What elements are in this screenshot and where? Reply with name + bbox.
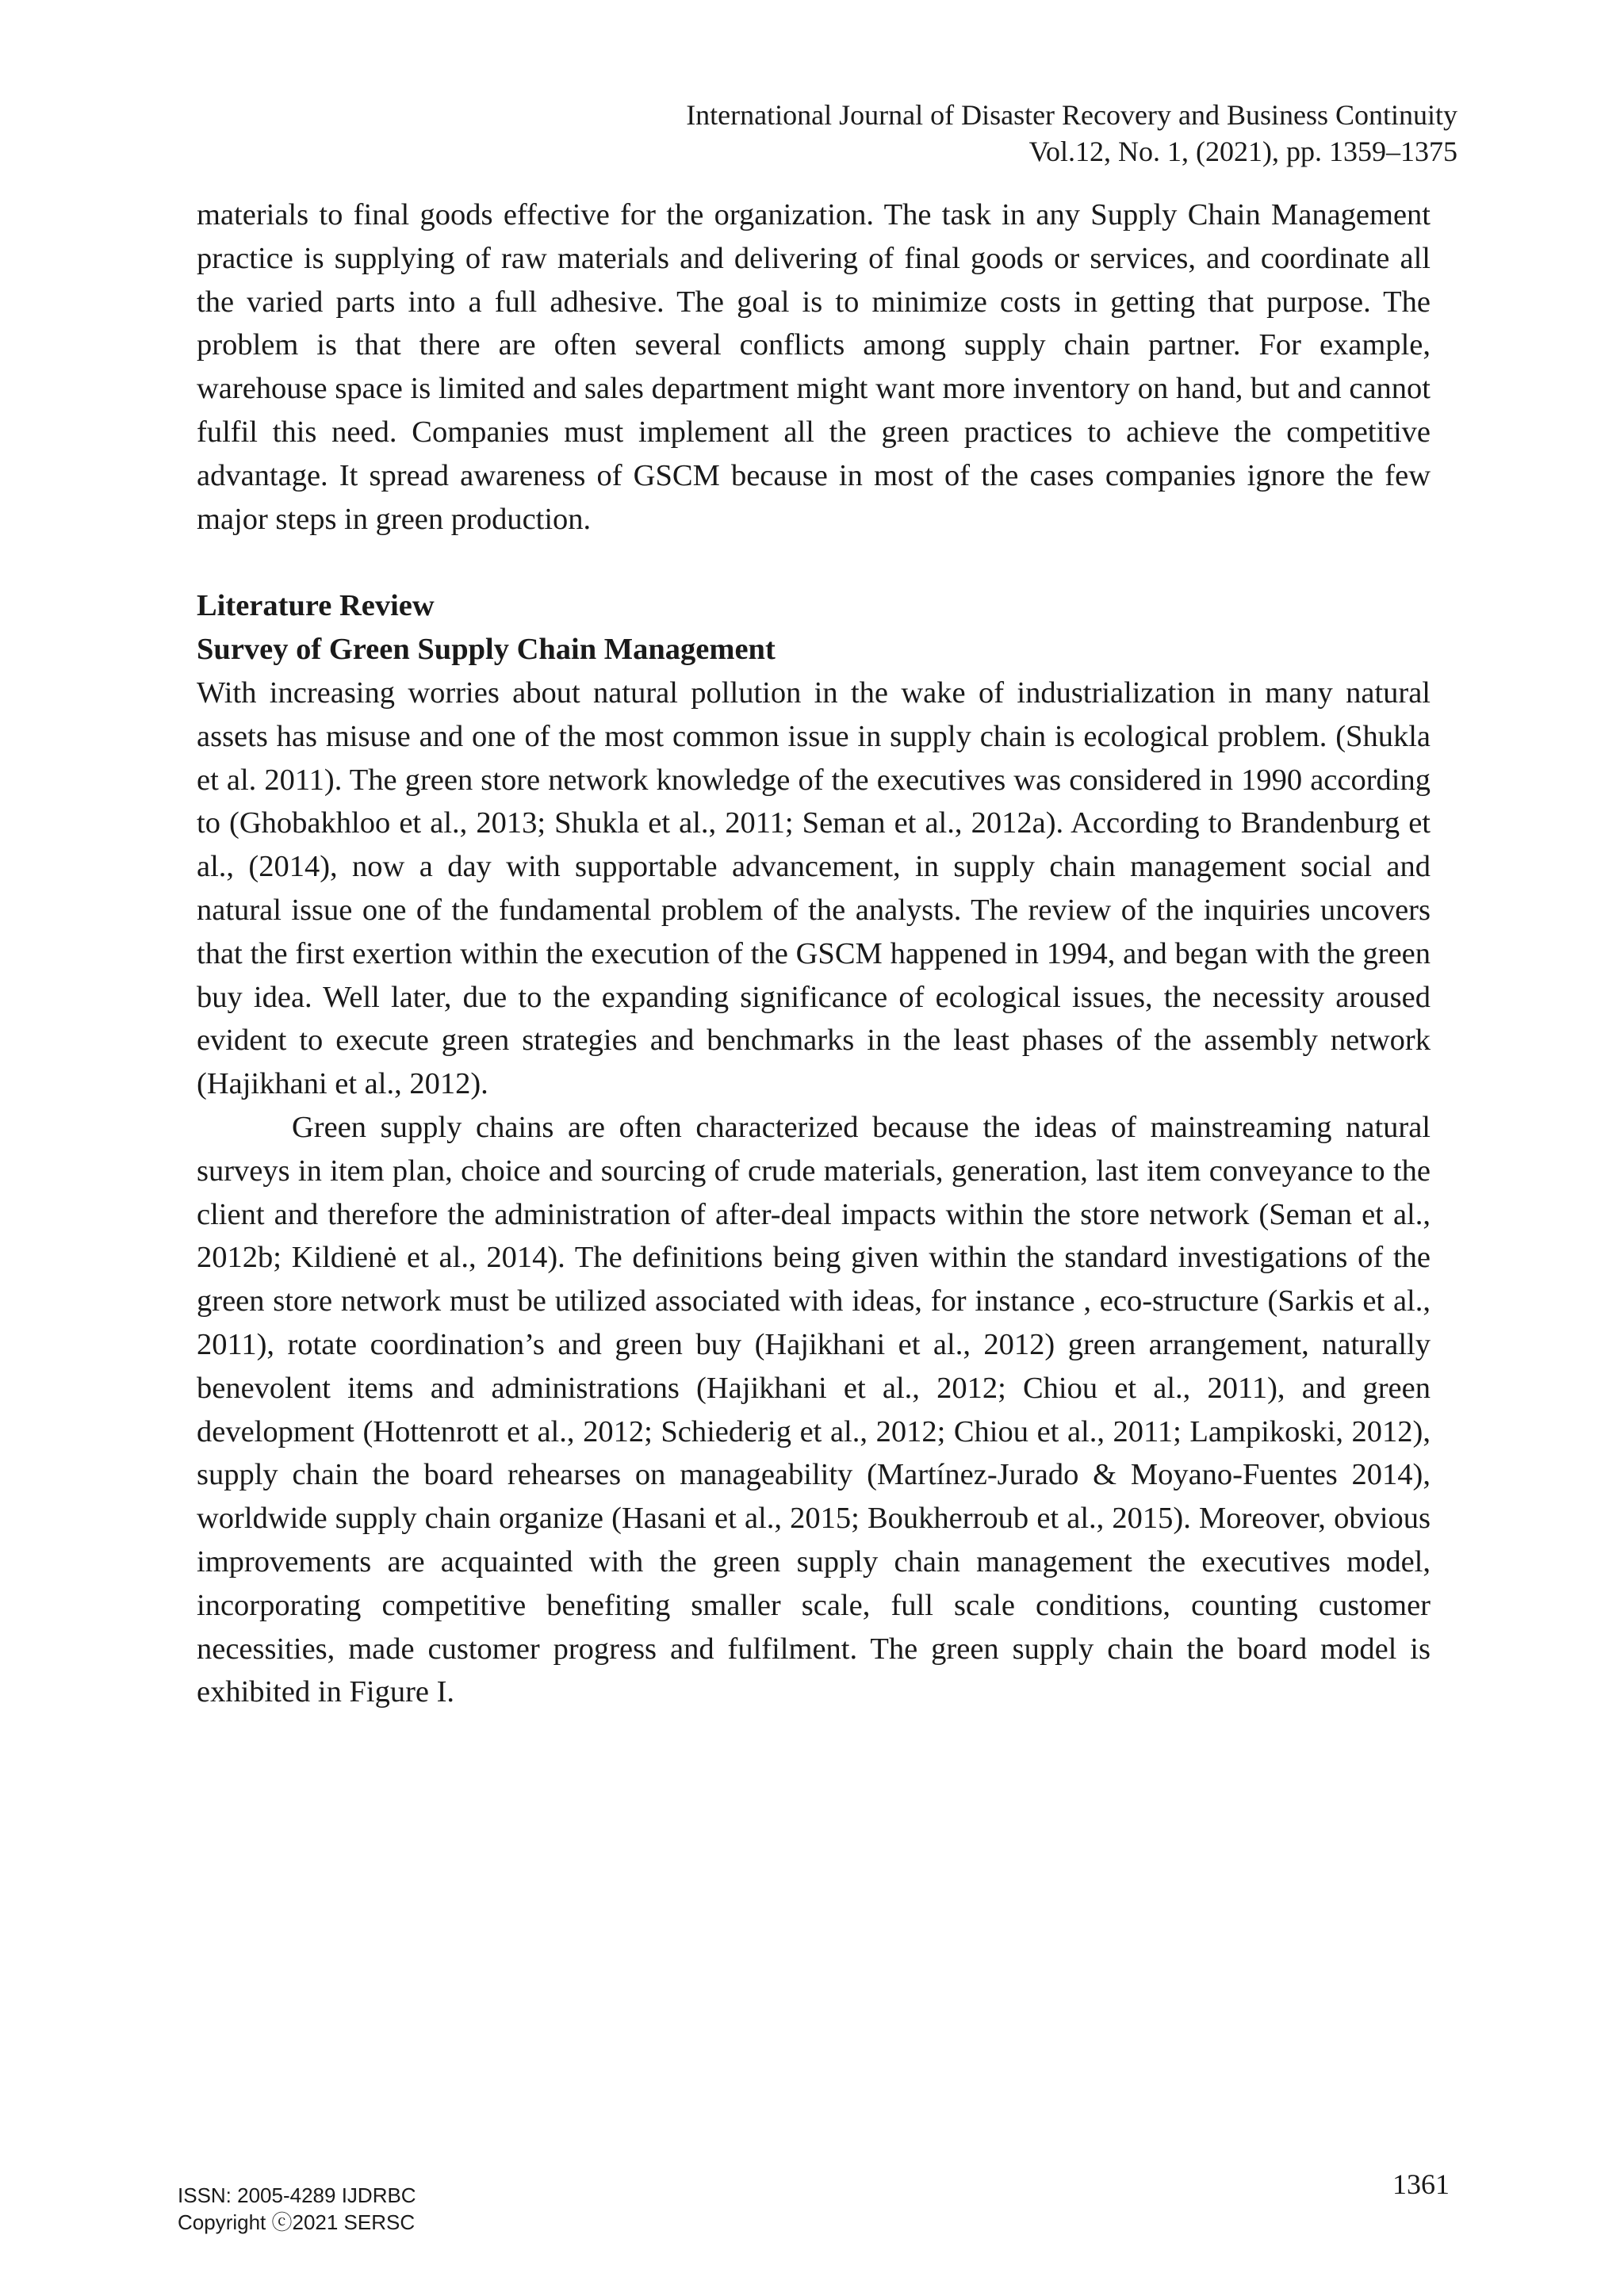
issn-text: ISSN: 2005-4289 IJDRBC [178,2183,416,2207]
survey-section-body [197,672,1431,1714]
section-heading-literature-review: Literature Review [197,589,435,622]
running-header [686,97,1457,170]
volume-info: Vol.12, No. 1, (2021), pp. 1359–1375 [1028,136,1457,167]
survey-paragraph-2: Green supply chains are often characterized because the ideas of mainstreaming natural surveys in item plan, choice and sourcing of crude materials, generation, last item conveyance to the client and therefore the administration of after-deal impacts within the store network (Seman et al., 2012b; Kildienė et al., 2014). The definitions being given within the standard investigations of the green store network must be utilized associated with ideas, for instance , eco-structure (Sarkis et al., 2011), rotate coordination’s and green buy (Hajikhani et al., 2012) green arrangement, naturally benevolent items and administrations (Hajikhani et al., 2012; Chiou et al., 2011), and green development (Hottenrott et al., 2012; Schiederig et al., 2012; Chiou et al., 2011; Lampikoski, 2012), supply chain the board rehearses on manageability (Martínez-Jurado & Moyano-Fuentes 2014), worldwide supply chain organize (Hasani et al., 2015; Boukherroub et al., 2015). Moreover, obvious improvements are acquainted with the green supply chain management the executives model, incorporating competitive benefiting smaller scale, full scale conditions, counting customer necessities, made customer progress and fulfilment. The green supply chain the board model is exhibited in Figure I. [197,1110,1431,1709]
journal-title: International Journal of Disaster Recovery and Business Continuity [686,99,1457,131]
subsection-heading-survey: Survey of Green Supply Chain Management [197,633,776,666]
survey-paragraph-1: With increasing worries about natural pollution in the wake of industrialization in many natural assets has misuse and one of the most common issue in supply chain is ecological problem. (Shukla et al. 2011). The green store network knowledge of the executives was considered in 1990 according to (Ghobakhloo et al., 2013; Shukla et al., 2011; Seman et al., 2012a). According to Brandenburg et al., (2014), now a day with supportable advancement, in supply chain management social and natural issue one of the fundamental problem of the analysts. The review of the inquiries uncovers that the first exertion within the execution of the GSCM happened in 1994, and began with the green buy idea. Well later, due to the expanding significance of ecological issues, the necessity aroused evident to execute green strategies and benchmarks in the least phases of the assembly network (Hajikhani et al., 2012). [197,676,1431,1101]
page-number: 1361 [1392,2168,1450,2200]
copyright-text: Copyright ⓒ2021 SERSC [178,2210,416,2234]
footer-publication-info [178,2182,416,2236]
intro-paragraph: materials to final goods effective for the organization. The task in any Supply Chain Management practice is supplying of raw materials and delivering of final goods or services, and coordinate all the varied parts into a full adhesive. The goal is to minimize costs in getting that purpose. The problem is that there are often several conflicts among supply chain partner. For example, warehouse space is limited and sales department might want more inventory on hand, but and cannot fulfil this need. Companies must implement all the green practices to achieve the competitive advantage. It spread awareness of GSCM because in most of the cases companies ignore the few major steps in green production. [197,198,1431,536]
intro-paragraph-block [197,193,1431,541]
